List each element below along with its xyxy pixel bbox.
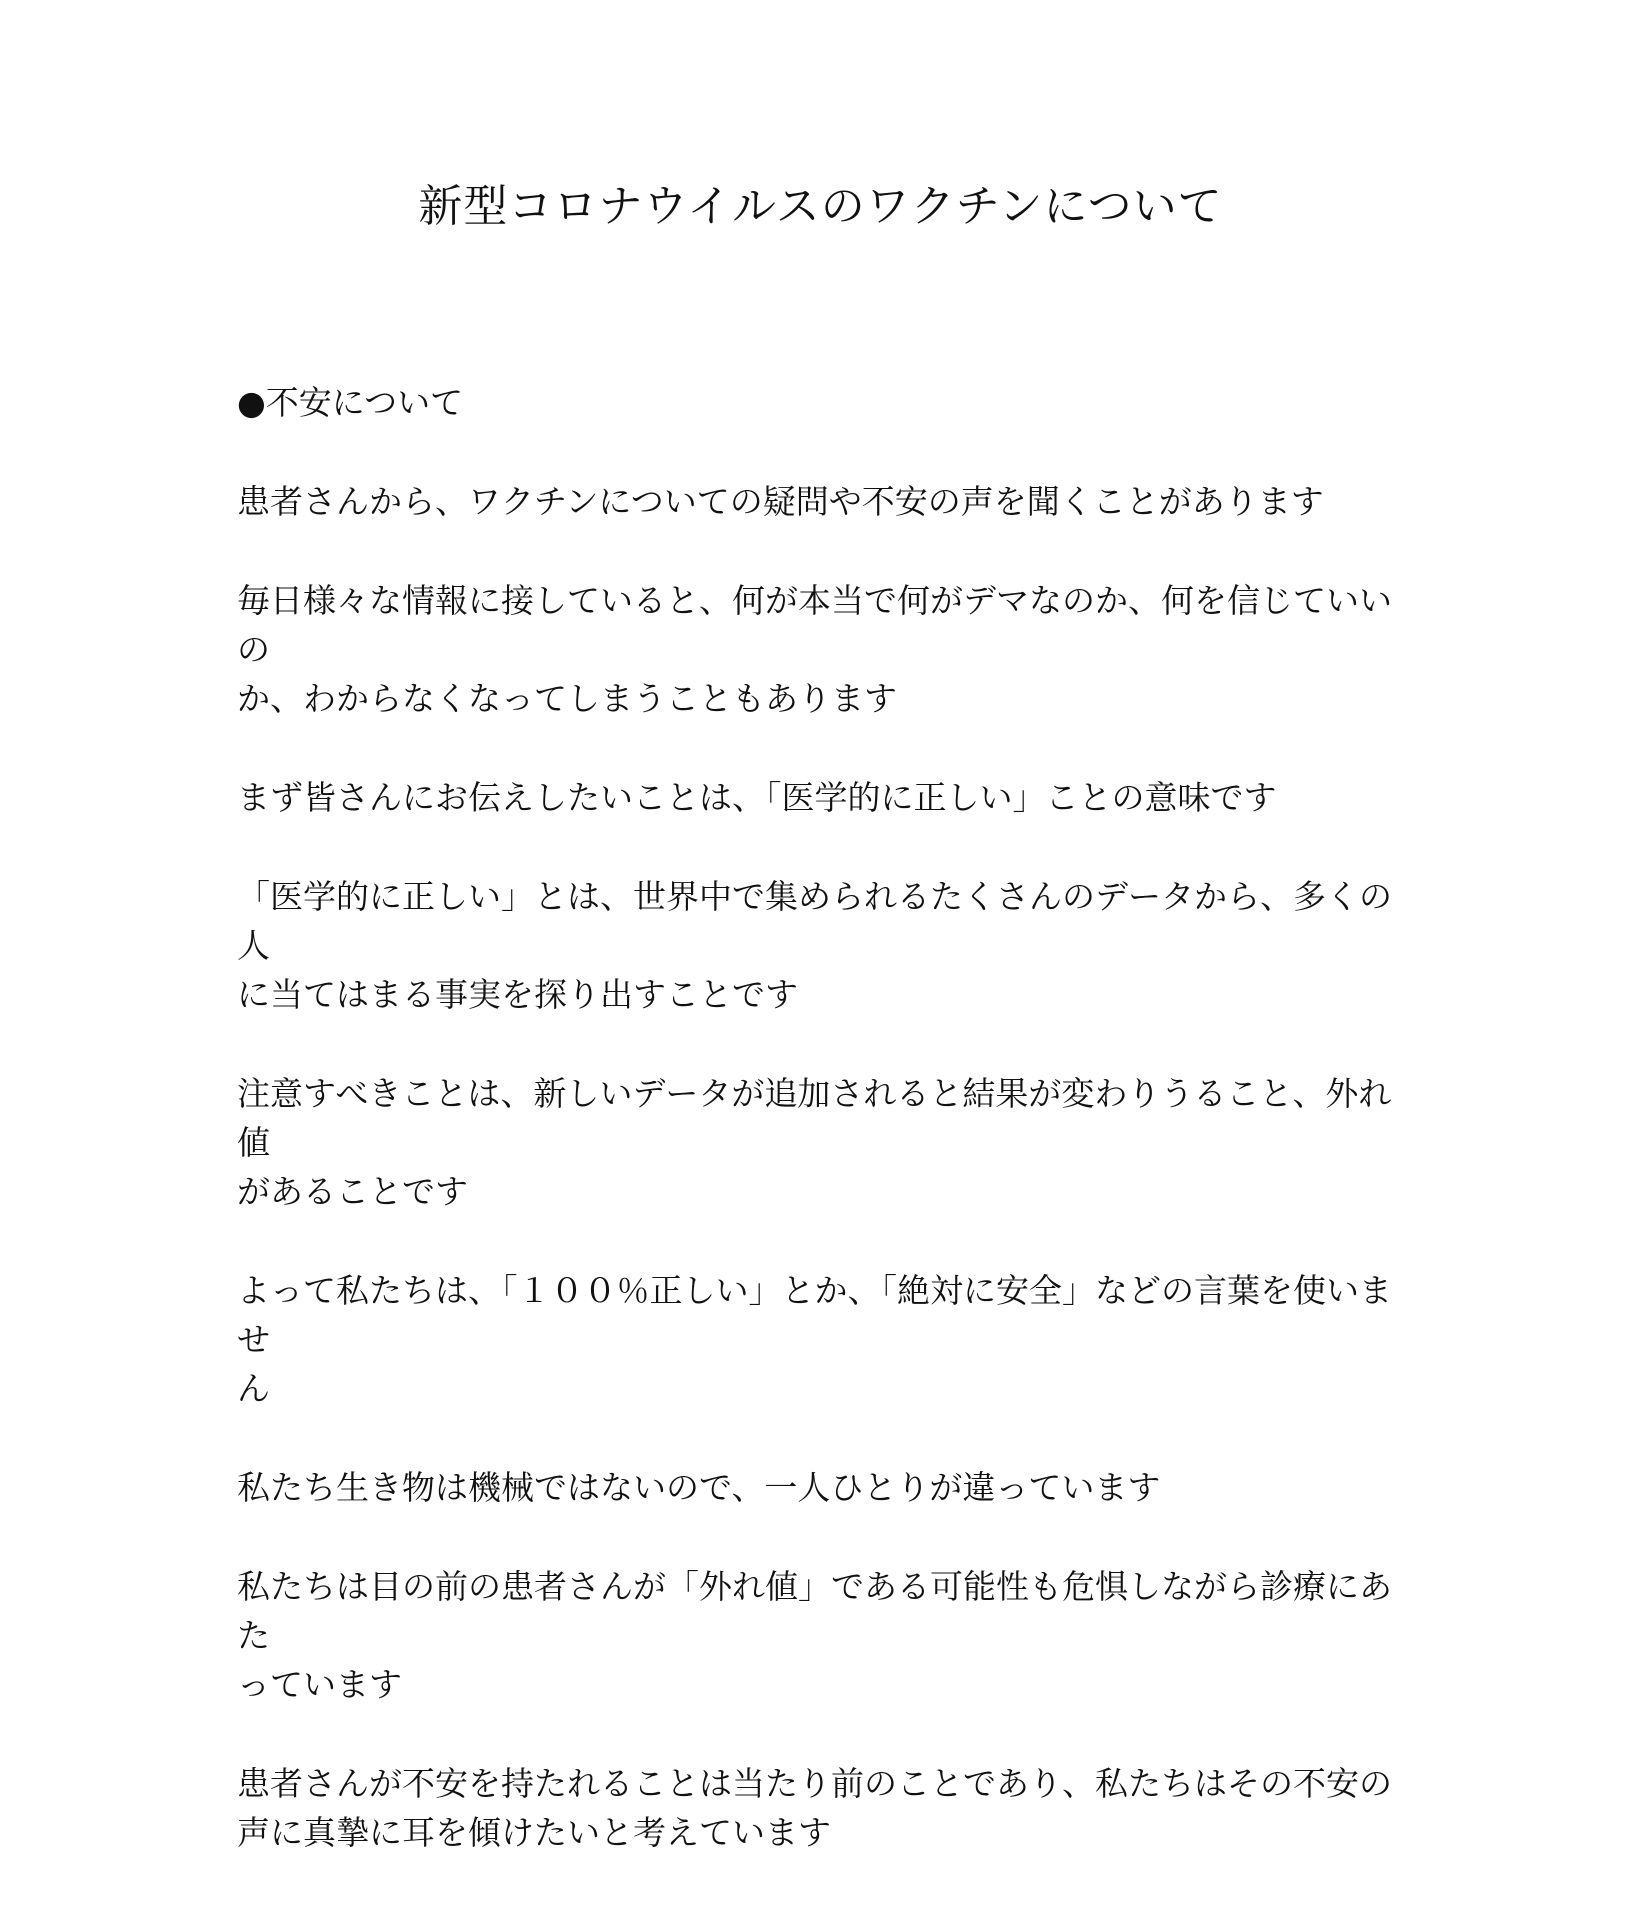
paragraph-9: 患者さんが不安を持たれることは当たり前のことであり、私たちはその不安の 声に真摯に耳を傾けたいと考えています	[237, 1764, 1392, 1852]
paragraph-2: 毎日様々な情報に接していると、何が本当で何がデマなのか、何を信じていいの か、わからなくなってしまうこともあります	[237, 581, 1392, 718]
paragraph-4: 「医学的に正しい」とは、世界中で集められるたくさんのデータから、多くの人 に当てはまる事実を探り出すことです	[237, 877, 1392, 1014]
paragraph-6: よって私たちは、「１００％正しい」とか、「絶対に安全」などの言葉を使いませ ん	[237, 1271, 1392, 1408]
page-title: 新型コロナウイルスのワクチンについて	[418, 181, 1223, 233]
paragraph-7: 私たち生き物は機械ではないので、一人ひとりが違っています	[237, 1468, 1161, 1507]
paragraph-8: 私たちは目の前の患者さんが「外れ値」である可能性も危惧しながら診療にあた っています	[237, 1567, 1392, 1704]
document-body	[237, 378, 1420, 1907]
section-heading: ●不安について	[237, 383, 464, 422]
paragraph-5: 注意すべきことは、新しいデータが追加されると結果が変わりうること、外れ値 があることです	[237, 1074, 1392, 1211]
paragraph-3: まず皆さんにお伝えしたいことは、「医学的に正しい」ことの意味です	[237, 778, 1277, 817]
paragraph-1: 患者さんから、ワクチンについての疑問や不安の声を聞くことがあります	[237, 482, 1324, 521]
